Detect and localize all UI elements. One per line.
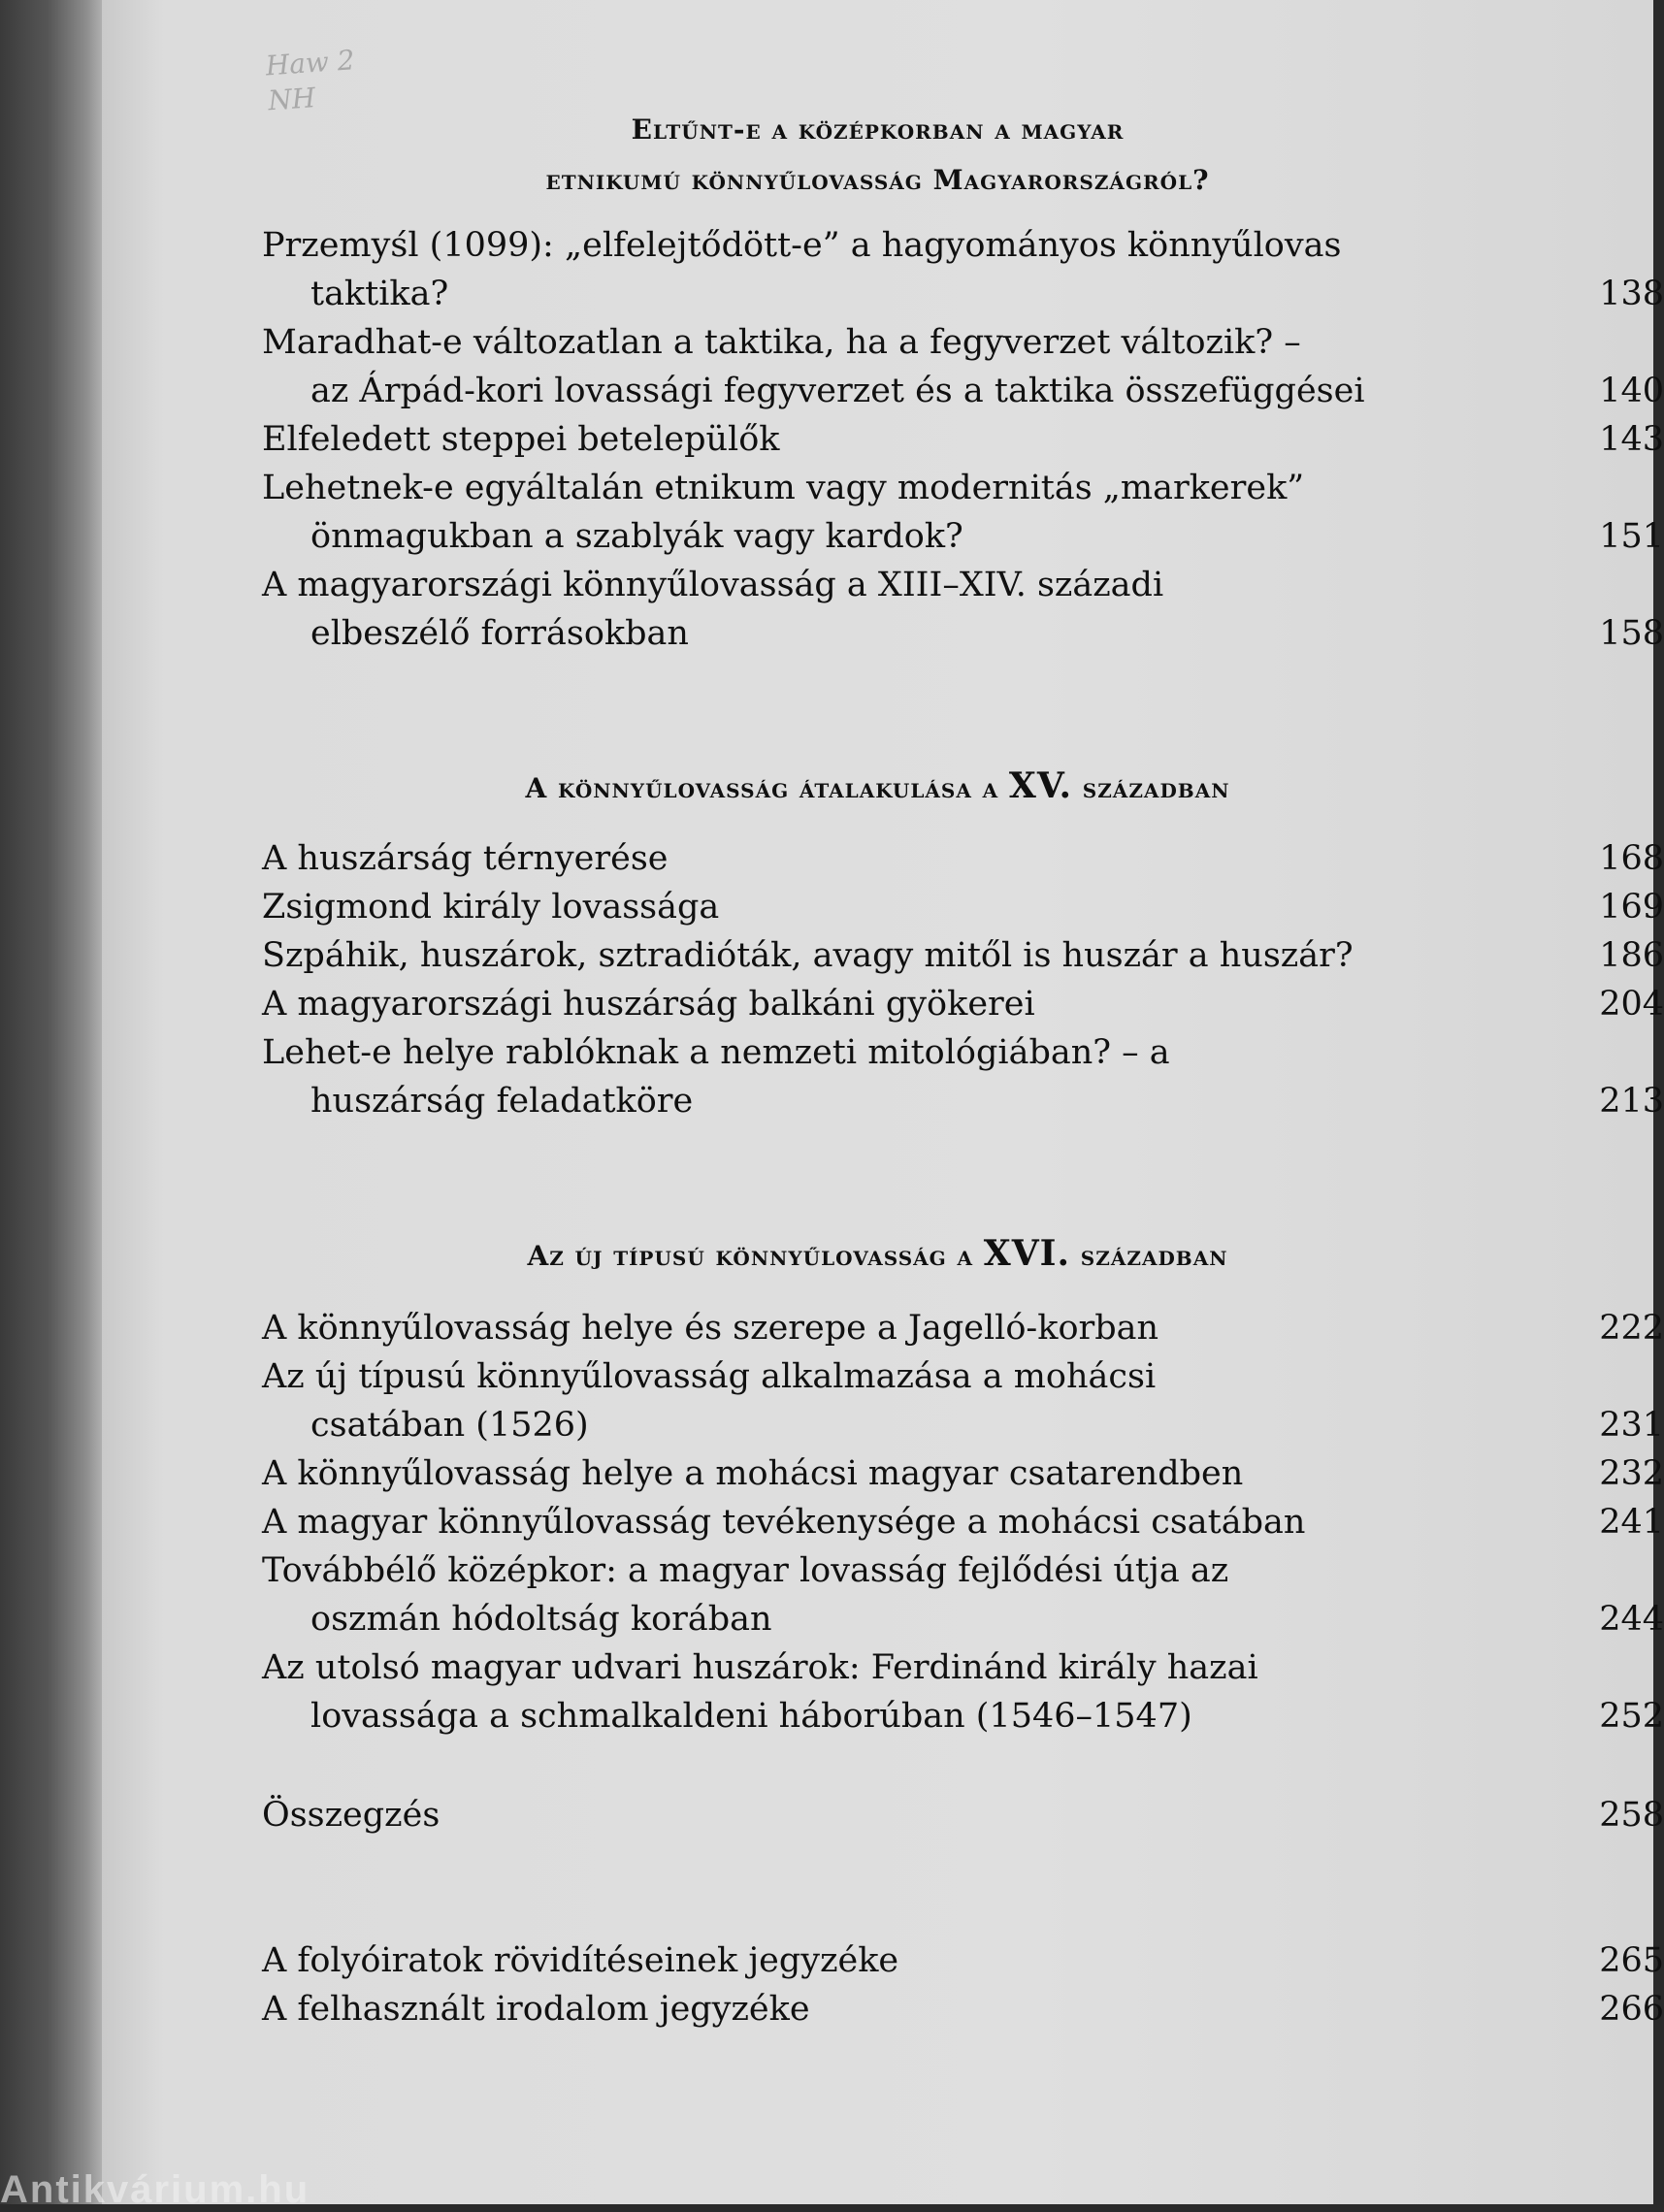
book-binding [0,0,107,2204]
toc-entry [262,1028,1664,1125]
entry-title: A folyóiratok rövidítéseinek jegyzéke [262,1941,899,1980]
watermark: Antikvárium.hu [0,2168,310,2211]
entry-title-cont: oszmán hódoltság korában [310,1600,772,1639]
toc-entry [262,1546,1664,1643]
page-number: 244 [1599,1600,1664,1639]
page-number: 241 [1599,1503,1664,1542]
entry-title: A magyar könnyűlovasság tevékenysége a mohácsi csatában [262,1503,1306,1542]
entry-title: Az új típusú könnyűlovasság alkalmazása a mohácsi [262,1357,1157,1396]
toc-entry [262,1498,1664,1546]
entry-title: Elfeledett steppei betelepülők [262,420,780,459]
section-title-2-post: században [1072,772,1230,804]
entry-title-cont: taktika? [310,275,449,313]
handwritten-note: Haw 2 NH [264,44,356,117]
entry-title: Lehetnek-e egyáltalán etnikum vagy modernitás „markerek” [262,469,1305,507]
page-number: 140 [1599,372,1664,410]
page-number: 169 [1599,888,1664,927]
entry-title: Szpáhik, huszárok, sztradióták, avagy mitől is huszár a huszár? [262,936,1354,975]
page-number: 204 [1599,985,1664,1024]
page-number: 143 [1599,420,1664,459]
toc-entry [262,980,1664,1028]
toc-entry [262,1304,1664,1352]
section-title-3-post: században [1070,1240,1228,1272]
entry-title: Zsigmond király lovassága [262,888,720,927]
toc-entry [262,931,1664,980]
page-number: 168 [1599,839,1664,878]
page-number: 222 [1599,1309,1664,1348]
toc-entry-appendix [262,1936,1664,1985]
entry-title: A felhasznált irodalom jegyzéke [262,1990,810,2029]
entry-title-cont: önmagukban a szablyák vagy kardok? [310,517,963,556]
toc-entry [262,221,1664,318]
toc-entry-appendix [262,1985,1664,2033]
entry-title-cont: huszárság feladatköre [310,1082,694,1121]
toc-entry [262,415,1664,464]
page-number: 266 [1599,1990,1664,2029]
section-title-2-century: XV. [1008,765,1073,806]
section-title-2-pre: A könnyűlovasság átalakulása a [525,772,1009,804]
entry-title: Összegzés [262,1796,440,1835]
toc-entry [262,834,1664,883]
page-number: 138 [1599,275,1664,313]
toc-entry [262,1643,1664,1740]
section-title-3-century: XVI. [983,1233,1071,1274]
entry-title: Lehet-e helye rablóknak a nemzeti mitológiában? – a [262,1033,1170,1072]
entry-title-cont: az Árpád-kori lovassági fegyverzet és a taktika összefüggései [310,372,1365,410]
entry-title: A magyarországi könnyűlovasság a XIII–XIV. századi [262,566,1164,604]
toc-entry [262,561,1664,658]
toc-entry [262,464,1664,561]
page-number: 231 [1599,1406,1664,1445]
entry-title: A könnyűlovasság helye a mohácsi magyar csatarendben [262,1454,1244,1493]
page-number: 158 [1599,614,1664,653]
entry-title-cont: csatában (1526) [310,1406,589,1445]
toc-entry [262,318,1664,415]
section-title-2 [102,761,1653,814]
entry-title-cont: lovassága a schmalkaldeni háborúban (1546–1547) [310,1697,1192,1736]
toc-entry [262,1449,1664,1498]
entry-title-cont: elbeszélő forrásokban [310,614,689,653]
toc-page [102,0,1664,2204]
page-number: 252 [1599,1697,1664,1736]
page-number: 186 [1599,936,1664,975]
page-number: 258 [1599,1796,1664,1835]
toc-entry [262,883,1664,931]
entry-title: Az utolsó magyar udvari huszárok: Ferdinánd király hazai [262,1648,1258,1687]
entry-title: Maradhat-e változatlan a taktika, ha a fegyverzet változik? – [262,323,1301,362]
entry-title: A magyarországi huszárság balkáni gyökerei [262,985,1035,1024]
entry-title: Przemyśl (1099): „elfelejtődött-e” a hagyományos könnyűlovas [262,226,1342,265]
page-number: 265 [1599,1941,1664,1980]
toc-entry [262,1352,1664,1449]
toc-entry-summary [262,1791,1664,1839]
section-title-3-pre: Az új típusú könnyűlovasság a [527,1240,984,1272]
page-number: 151 [1599,517,1664,556]
section-title-3 [102,1228,1653,1282]
section-title-1-line2: etnikumú könnyűlovasság Magyarországról? [545,164,1210,196]
section-title-1-line1: Eltűnt-e a középkorban a magyar [631,114,1125,146]
page-number: 232 [1599,1454,1664,1493]
page-number: 213 [1599,1082,1664,1121]
section-title-1 [102,105,1653,206]
entry-title: A könnyűlovasság helye és szerepe a Jagelló-korban [262,1309,1159,1348]
entry-title: Továbbélő középkor: a magyar lovasság fejlődési útja az [262,1551,1229,1590]
entry-title: A huszárság térnyerése [262,839,669,878]
